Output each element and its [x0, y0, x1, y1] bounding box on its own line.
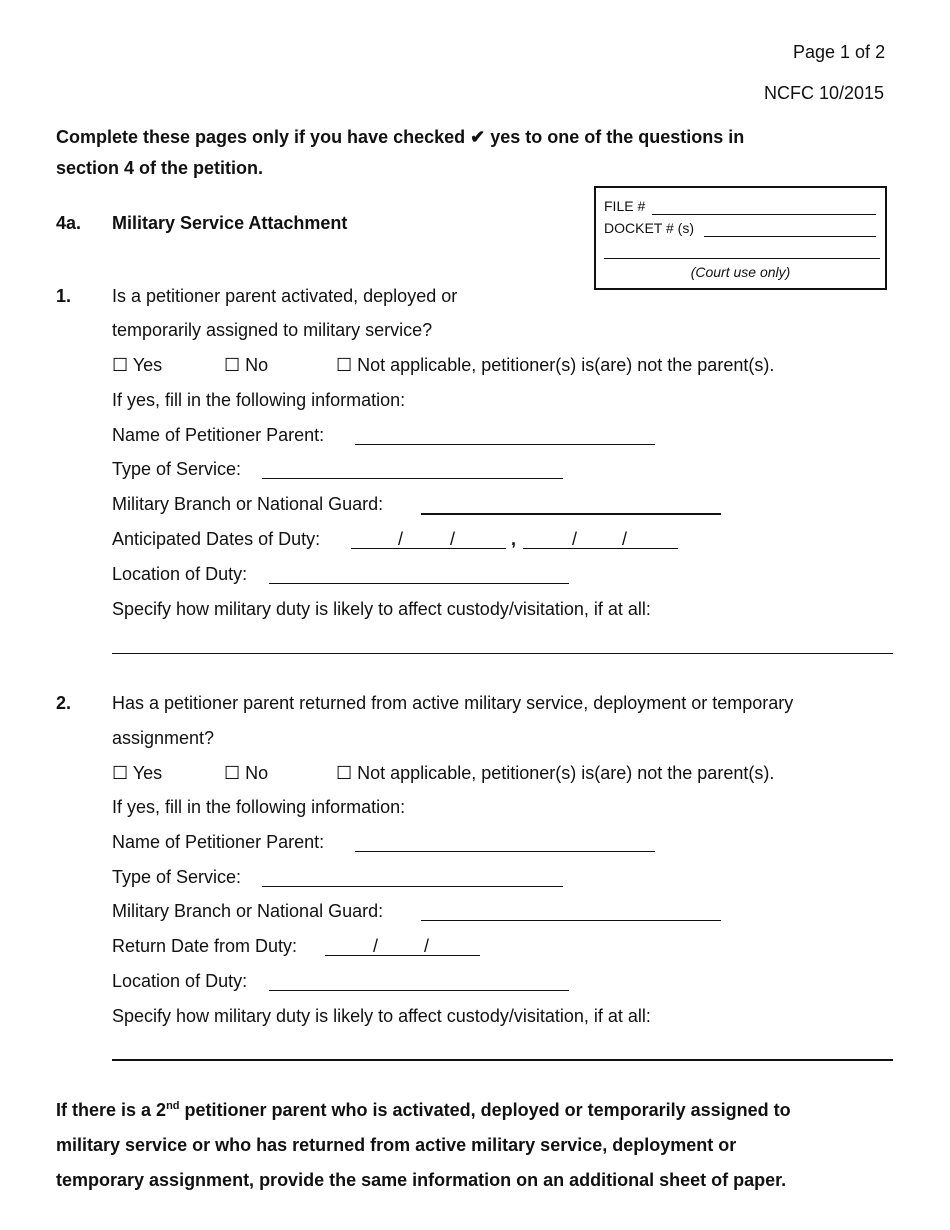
intro-line-1 [56, 127, 744, 148]
q1-end-date-sep-1: / [572, 529, 578, 549]
q2-no-checkbox[interactable]: ☐ No [224, 763, 269, 783]
q1-text-line1: Is a petitioner parent activated, deployed or [112, 286, 458, 306]
q1-end-date-sep-2: / [622, 529, 628, 549]
q1-service-field[interactable] [262, 478, 563, 479]
q2-name-field[interactable] [355, 851, 655, 852]
q2-number: 2. [56, 693, 72, 713]
q1-date-comma: , [511, 529, 517, 549]
q2-return-date-sep-1: / [373, 936, 379, 956]
intro-text-pre: Complete these pages only if you have checked [56, 127, 471, 147]
section-title: Military Service Attachment [112, 213, 348, 233]
q1-na-checkbox[interactable]: ☐ Not applicable, petitioner(s) is(are) not the parent(s). [336, 355, 775, 375]
court-use-note: (Court use only) [690, 264, 791, 280]
q1-branch-label: Military Branch or National Guard: [112, 494, 384, 514]
intro-text-post: yes to one of the questions in [485, 127, 745, 147]
q2-yes-checkbox[interactable]: ☐ Yes [112, 763, 163, 783]
q2-if-yes: If yes, fill in the following information: [112, 797, 406, 817]
footer-ordinal-suffix: nd [166, 1100, 180, 1112]
q1-location-label: Location of Duty: [112, 564, 248, 584]
check-icon: ✔ [470, 127, 486, 147]
footer-line-2: military service or who has returned from active military service, deployment or [56, 1135, 737, 1155]
q2-service-field[interactable] [262, 886, 563, 887]
q2-branch-label: Military Branch or National Guard: [112, 901, 384, 921]
docket-label: DOCKET # (s) [604, 220, 694, 236]
q1-location-field[interactable] [269, 583, 569, 584]
q2-location-label: Location of Duty: [112, 971, 248, 991]
q2-text-line1: Has a petitioner parent returned from active military service, deployment or temporary [112, 693, 794, 713]
footer-text-post: petitioner parent who is activated, deployed or temporarily assigned to [179, 1100, 791, 1120]
q1-start-date-field[interactable] [351, 548, 506, 549]
q1-specify-field[interactable] [112, 653, 893, 654]
q2-return-label: Return Date from Duty: [112, 936, 298, 956]
q1-no-checkbox[interactable]: ☐ No [224, 355, 269, 375]
q1-start-date-sep-2: / [450, 529, 456, 549]
page-number: Page 1 of 2 [793, 42, 886, 62]
q2-text-line2: assignment? [112, 728, 215, 748]
file-number-field[interactable] [652, 214, 876, 215]
q1-name-field[interactable] [355, 444, 655, 445]
q1-dates-label: Anticipated Dates of Duty: [112, 529, 321, 549]
q2-branch-field[interactable] [421, 920, 721, 921]
q1-text-line2: temporarily assigned to military service? [112, 320, 433, 340]
form-id: NCFC 10/2015 [764, 83, 885, 103]
section-number: 4a. [56, 213, 82, 233]
footer-text-pre: If there is a 2 [56, 1100, 167, 1120]
court-extra-line [604, 258, 880, 259]
footer-line-1 [56, 1100, 791, 1121]
q1-specify-label: Specify how military duty is likely to affect custody/visitation, if at all: [112, 599, 651, 619]
footer-line-3: temporary assignment, provide the same information on an additional sheet of paper. [56, 1170, 787, 1190]
q2-location-field[interactable] [269, 990, 569, 991]
docket-number-field[interactable] [704, 236, 876, 237]
q2-return-date-field[interactable] [325, 955, 480, 956]
court-use-box [594, 186, 887, 290]
q2-specify-label: Specify how military duty is likely to affect custody/visitation, if at all: [112, 1006, 651, 1026]
q2-specify-field[interactable] [112, 1059, 893, 1061]
file-label: FILE # [604, 198, 646, 214]
q2-return-date-sep-2: / [424, 936, 430, 956]
q2-service-label: Type of Service: [112, 867, 242, 887]
q1-service-label: Type of Service: [112, 459, 242, 479]
q1-start-date-sep-1: / [398, 529, 404, 549]
q1-end-date-field[interactable] [523, 548, 678, 549]
intro-line-2: section 4 of the petition. [56, 158, 264, 178]
q1-yes-checkbox[interactable]: ☐ Yes [112, 355, 163, 375]
q1-number: 1. [56, 286, 72, 306]
q2-name-label: Name of Petitioner Parent: [112, 832, 325, 852]
q1-if-yes: If yes, fill in the following information: [112, 390, 406, 410]
q2-na-checkbox[interactable]: ☐ Not applicable, petitioner(s) is(are) not the parent(s). [336, 763, 775, 783]
q1-branch-field[interactable] [421, 513, 721, 515]
q1-name-label: Name of Petitioner Parent: [112, 425, 325, 445]
